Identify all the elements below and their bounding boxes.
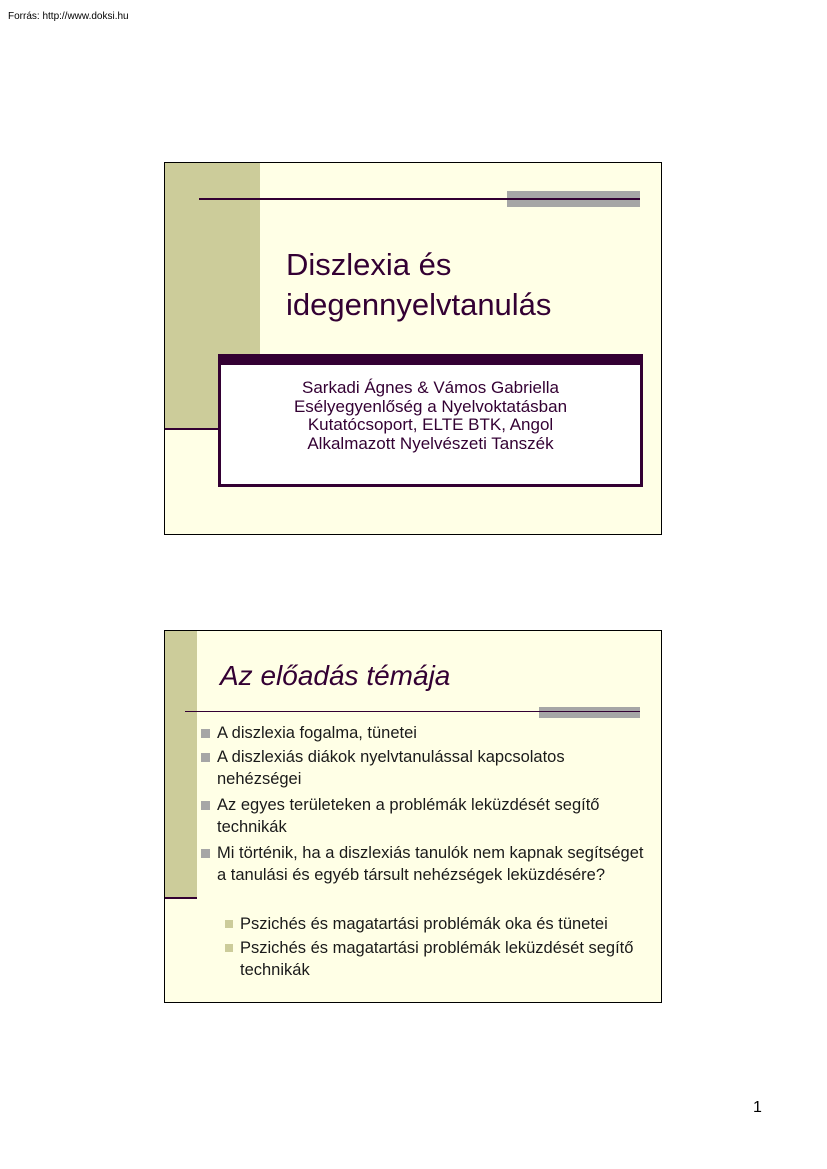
left-rule [165,897,197,899]
bullet-square-icon [201,801,210,810]
left-rule [165,428,221,430]
olive-side-band [165,631,197,897]
author-line-2: Esélyegyenlőség a Nyelvoktatásban [293,396,568,416]
slide-title-line-2: idegennyelvtanulás [286,287,552,322]
author-line-4: Alkalmazott Nyelvészeti Tanszék [307,433,554,453]
bullet-square-icon [201,753,210,762]
page-number: 1 [753,1099,762,1116]
bullet-item: Az egyes területeken a problémák leküzdését segítő technikák [217,796,600,836]
sub-bullet-item: Pszichés és magatartási problémák oka és tünetei [240,915,608,933]
bullet-square-icon [201,729,210,738]
sub-bullet-square-icon [225,920,233,928]
bullet-square-icon [201,849,210,858]
title-slide [164,162,662,535]
topics-slide [164,630,662,1003]
top-rule-overlay [199,198,640,200]
slide-title-line-1: Diszlexia és [286,247,452,282]
top-rule [185,711,640,712]
slide-title: Az előadás témája [220,660,451,691]
author-line-3: Kutatócsoport, ELTE BTK, Angol [307,415,554,434]
gray-accent-bar [539,707,640,718]
sub-bullet-square-icon [225,944,233,952]
author-box [218,354,643,487]
source-note: Forrás: http://www.doksi.hu [8,11,129,22]
bullet-item: Mi történik, ha a diszlexiás tanulók nem kapnak segítséget a tanulási és egyéb társult nehézségek leküzdésére? [217,844,644,884]
bullet-item: A diszlexiás diákok nyelvtanulással kapcsolatos nehézségei [217,748,565,788]
bullet-item: A diszlexia fogalma, tünetei [217,724,417,742]
slide-title [286,245,646,325]
sub-bullet-item: Pszichés és magatartási problémák leküzdését segítő technikák [240,939,634,979]
author-line-1: Sarkadi Ágnes & Vámos Gabriella [301,378,560,397]
